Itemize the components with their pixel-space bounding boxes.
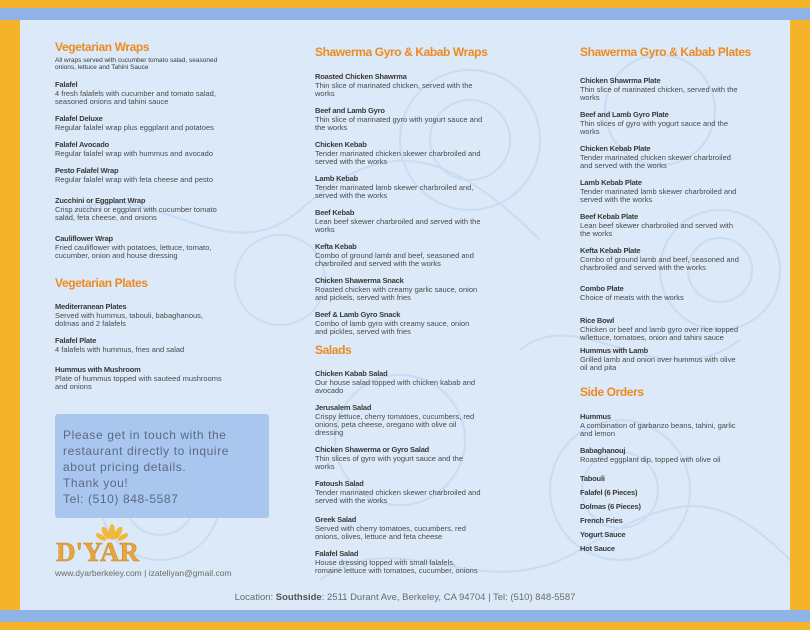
menu-item [55,196,225,222]
item-desc: Regular falafel wrap with feta cheese and pesto [55,175,214,184]
menu-item [315,208,483,234]
item-desc: Tender marinated chicken skewer charbroiled and served with the works [580,153,731,170]
menu-item [580,474,740,483]
section-title: Side Orders [580,385,644,399]
email-link[interactable]: izateliyan@gmail.com [148,568,232,578]
top-stripe [0,8,810,20]
menu-panel [20,20,790,610]
item-name: Roasted Chicken Shawrma [315,72,407,81]
section-title: Salads [315,343,352,357]
item-desc: Choice of meats with the works [580,293,684,302]
menu-item [315,310,483,336]
location-name: Southside [275,592,322,603]
menu-item [580,246,740,272]
item-desc: Roasted chicken with creamy garlic sauce, onion and pickels, served with fries [315,285,478,302]
item-desc: A combination of garbanzo beans, tahini, garlic and lemon [580,421,736,438]
menu-item [55,365,225,391]
menu-item [315,174,483,200]
item-name: Kefta Kebab Plate [580,246,641,255]
dyar-logo [54,522,184,566]
item-name: Lamb Kebab Plate [580,178,642,187]
menu-item [315,369,483,395]
item-desc: Grilled lamb and onion over hummus with olive oil and pita [580,355,736,372]
item-name: Chicken Shawerma or Gyro Salad [315,445,430,454]
item-name: Falafel Avocado [55,140,109,149]
item-desc: Tender marinated lamb skewer charbroiled and served with the works [580,187,737,204]
menu-item [580,488,740,497]
item-name: Falafel Plate [55,336,97,345]
item-name: Beef & Lamb Gyro Snack [315,310,401,319]
item-desc: Regular falafel wrap plus eggplant and potatoes [55,123,214,132]
item-name: Chicken Kebab Plate [580,144,651,153]
item-desc: Combo of lamb gyro with creamy sauce, onion and pickles, served with fries [315,319,470,336]
item-desc: 4 falafels with hummus, fries and salad [55,345,185,354]
bottom-stripe [0,610,810,622]
menu-item [580,178,740,204]
item-name: Falafel Salad [315,549,359,558]
item-desc: Plate of hummus topped with sauteed mushrooms and onions [55,374,222,391]
item-desc: Served with hummus, tabouli, babaghanous, dolmas and 2 falafels [55,311,204,328]
section-title: Shawerma Gyro & Kabab Wraps [315,45,488,59]
menu-item [55,336,225,354]
menu-item [315,479,483,505]
location-address: : 2511 Durant Ave, Berkeley, CA 94704 | Tel: (510) 848-5587 [321,592,576,603]
menu-column-3 [580,45,751,553]
item-desc: Our house salad topped with chicken kabab and avocado [315,378,476,395]
menu-item [55,140,225,158]
item-name: Zucchini or Eggplant Wrap [55,196,146,205]
menu-item [580,516,740,525]
item-name: Mediterranean Plates [55,302,127,311]
menu-item [315,276,483,302]
item-desc: 4 fresh falafels with cucumber and tomato salad, seasoned onions and tahini sauce [55,89,216,106]
section-salads [315,343,483,575]
item-name: Jerusalem Salad [315,403,372,412]
item-name: Rice Bowl [580,316,615,325]
menu-item [580,144,740,170]
item-name: Chicken Kabab Salad [315,369,388,378]
menu-item [315,549,483,575]
item-desc: Tender marinated lamb skewer charbroiled and, served with the works [315,183,474,200]
item-name: Dolmas (6 Pieces) [580,502,641,511]
item-desc: Tender marinated chicken skewer charbroiled and served with the works [315,149,481,166]
website-link[interactable]: www.dyarberkeley.com [55,568,142,578]
item-name: Hummus [580,412,611,421]
menu-item [55,114,225,132]
contact-line [55,568,232,578]
menu-item [315,403,483,437]
item-desc: Lean beef skewer charbroiled and served with the works [580,221,734,238]
item-name: Fatoush Salad [315,479,364,488]
menu-item [580,502,740,511]
item-name: Falafel [55,80,78,89]
section-shawerma-plates [580,45,751,372]
contact-separator: | [144,568,149,578]
item-name: Hummus with Lamb [580,346,649,355]
item-desc: Thin slice of marinated chicken, served with the works [580,85,738,102]
section-side-orders [580,385,740,553]
section-intro: All wraps served with cucumber tomato salad, seasoned onions, lettuce and Tahini Sauce [55,57,218,71]
menu-item [315,445,483,471]
section-title: Shawerma Gyro & Kabab Plates [580,45,751,59]
section-title: Vegetarian Wraps [55,40,150,54]
item-name: Babaghanouj [580,446,626,455]
menu-item [580,446,740,464]
item-desc: Thin slice of marinated gyro with yogurt sauce and the works [315,115,483,132]
item-desc: Thin slices of gyro with yogurt sauce and the works [315,454,463,471]
item-desc: Regular falafel wrap with hummus and avocado [55,149,214,158]
item-name: Beef Kebab Plate [580,212,639,221]
item-name: Hot Sauce [580,544,615,553]
menu-item [580,110,740,136]
item-name: Kefta Kebab [315,242,357,251]
menu-item [55,166,225,184]
menu-item [55,302,225,328]
pricing-notice-text: Please get in touch with the restaurant directly to inquire about pricing details. Thank you! Tel: (510) 848-5587 [63,428,230,506]
item-desc: Lean beef skewer charbroiled and served with the works [315,217,481,234]
item-name: Beef and Lamb Gyro Plate [580,110,669,119]
item-name: Cauliflower Wrap [55,234,113,243]
menu-item [580,346,740,372]
item-name: Chicken Shawrma Plate [580,76,661,85]
pricing-notice [55,414,269,518]
item-name: Beef Kebab [315,208,355,217]
menu-item [315,72,483,98]
menu-item [580,544,740,553]
item-name: Falafel Deluxe [55,114,103,123]
item-desc: Combo of ground lamb and beef, seasoned and charbroiled and served with the works [580,255,739,272]
item-desc: Served with cherry tomatoes, cucumbers, red onions, olives, lettuce and feta cheese [315,524,466,541]
menu-column-2 [315,45,488,575]
item-name: Chicken Kebab [315,140,367,149]
location-label: Location: [234,592,274,603]
location-line [20,592,790,603]
item-name: Lamb Kebab [315,174,359,183]
item-name: Greek Salad [315,515,357,524]
section-shawerma-wraps [315,45,488,336]
item-name: Hummus with Mushroom [55,365,141,374]
menu-item [55,80,225,106]
item-name: Tabouli [580,474,605,483]
menu-item [315,242,483,268]
item-desc: Combo of ground lamb and beef, seasoned and charbroiled and served with the works [315,251,474,268]
item-desc: Chicken or beef and lamb gyro over rice topped w/lettuce, tomatoes, onion and tahini sauce [580,325,739,342]
item-desc: House dressing topped with small falafels, romaine lettuce with tomatoes, cucumber, onions [315,558,478,575]
menu-item [580,76,740,102]
menu-item [315,515,483,541]
item-name: Pesto Falafel Wrap [55,166,119,175]
menu-column-1 [55,40,225,391]
item-desc: Roasted eggplant dip, topped with olive oil [580,455,721,464]
logo-wordmark: D'YAR [56,537,140,566]
menu-item [315,106,483,132]
menu-item [580,284,740,302]
item-name: Combo Plate [580,284,624,293]
section-vegetarian-wraps [55,40,225,260]
item-desc: Crispy lettuce, cherry tomatoes, cucumbers, red onions, peta cheese, oregano with olive oil dressing [315,412,475,437]
section-vegetarian-plates [55,276,225,391]
menu-item [580,316,740,342]
menu-item [580,412,740,438]
item-desc: Tender marinated chicken skewer charbroiled and served with the works [315,488,481,505]
item-name: Chicken Shawerma Snack [315,276,404,285]
item-name: Yogurt Sauce [580,530,626,539]
item-desc: Thin slice of marinated chicken, served with the works [315,81,473,98]
item-name: French Fries [580,516,623,525]
menu-item [315,140,483,166]
item-desc: Crisp zucchini or eggplant with cucumber tomato salad, feta cheese, and onions [55,205,217,222]
section-title: Vegetarian Plates [55,276,148,290]
menu-item [55,234,225,260]
item-name: Beef and Lamb Gyro [315,106,385,115]
menu-item [580,212,740,238]
item-desc: Thin slices of gyro with yogurt sauce and the works [580,119,728,136]
menu-item [580,530,740,539]
item-desc: Fried cauliflower with potatoes, lettuce, tomato, cucumber, onion and house dressing [55,243,212,260]
item-name: Falafel (6 Pieces) [580,488,638,497]
